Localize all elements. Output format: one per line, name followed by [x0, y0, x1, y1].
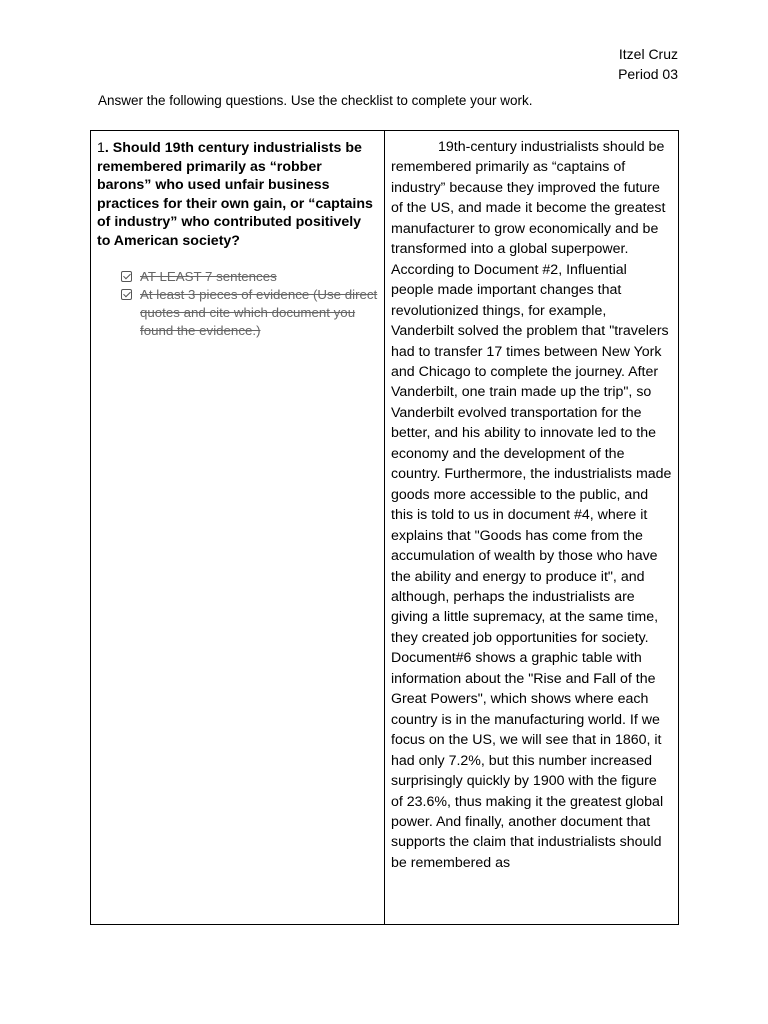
question-number: 1 — [97, 140, 105, 156]
answer-text: 19th-century industrialists should be remembered primarily as “captains of industry” because they improved the future of the US, and made it become the greatest manufacturer to grow economically and be transformed into a global superpower. According to Document #2, Influential people made important changes that revolutionized things, for example, Vanderbilt solved the problem that "travelers had to transfer 17 times between New York and Chicago to complete the journey. After Vanderbilt, one train made up the trip", so Vanderbilt evolved transportation for the better, and his ability to innovate led to the economy and the development of the country. Furthermore, the industrialists made goods more accessible to the public, and this is told to us in document #4, where it explains that "Goods has come from the accumulation of wealth by those who have the ability and energy to produce it", and although, perhaps the industrialists are giving a little supremacy, at the same time, they created job opportunities for society. Document#6 shows a graphic table with information about the "Rise and Fall of the Great Powers", which shows where each country is in the manufacturing world. If we focus on the US, we will see that in 1860, it had only 7.2%, but this number increased surprisingly quickly by 1900 with the figure of 23.6%, thus making it the greatest global power. And finally, another document that supports the claim that industrialists should be remembered as — [391, 139, 672, 871]
question-text: . Should 19th century industrialists be remembered primarily as “robber barons” who used unfair business practices for their own gain, or “captains of industry” who contributed positively to American society? — [97, 140, 373, 249]
instructions-text: Answer the following questions. Use the checklist to complete your work. — [98, 93, 533, 108]
answer-cell — [385, 131, 678, 924]
student-header — [618, 44, 678, 84]
class-period: Period 03 — [618, 66, 678, 82]
question-prompt — [97, 139, 378, 250]
question-cell — [91, 131, 385, 924]
student-name: Itzel Cruz — [618, 46, 678, 62]
question-answer-table — [90, 130, 679, 925]
checklist — [97, 268, 378, 340]
checklist-item — [121, 268, 378, 286]
checklist-item — [121, 286, 378, 340]
checked-box-icon[interactable] — [121, 271, 132, 282]
checklist-item-text: AT LEAST 7 sentences — [140, 269, 277, 284]
checklist-item-text: At least 3 pieces of evidence (Use direct quotes and cite which document you found the evidence.) — [140, 287, 378, 338]
checked-box-icon[interactable] — [121, 289, 132, 300]
